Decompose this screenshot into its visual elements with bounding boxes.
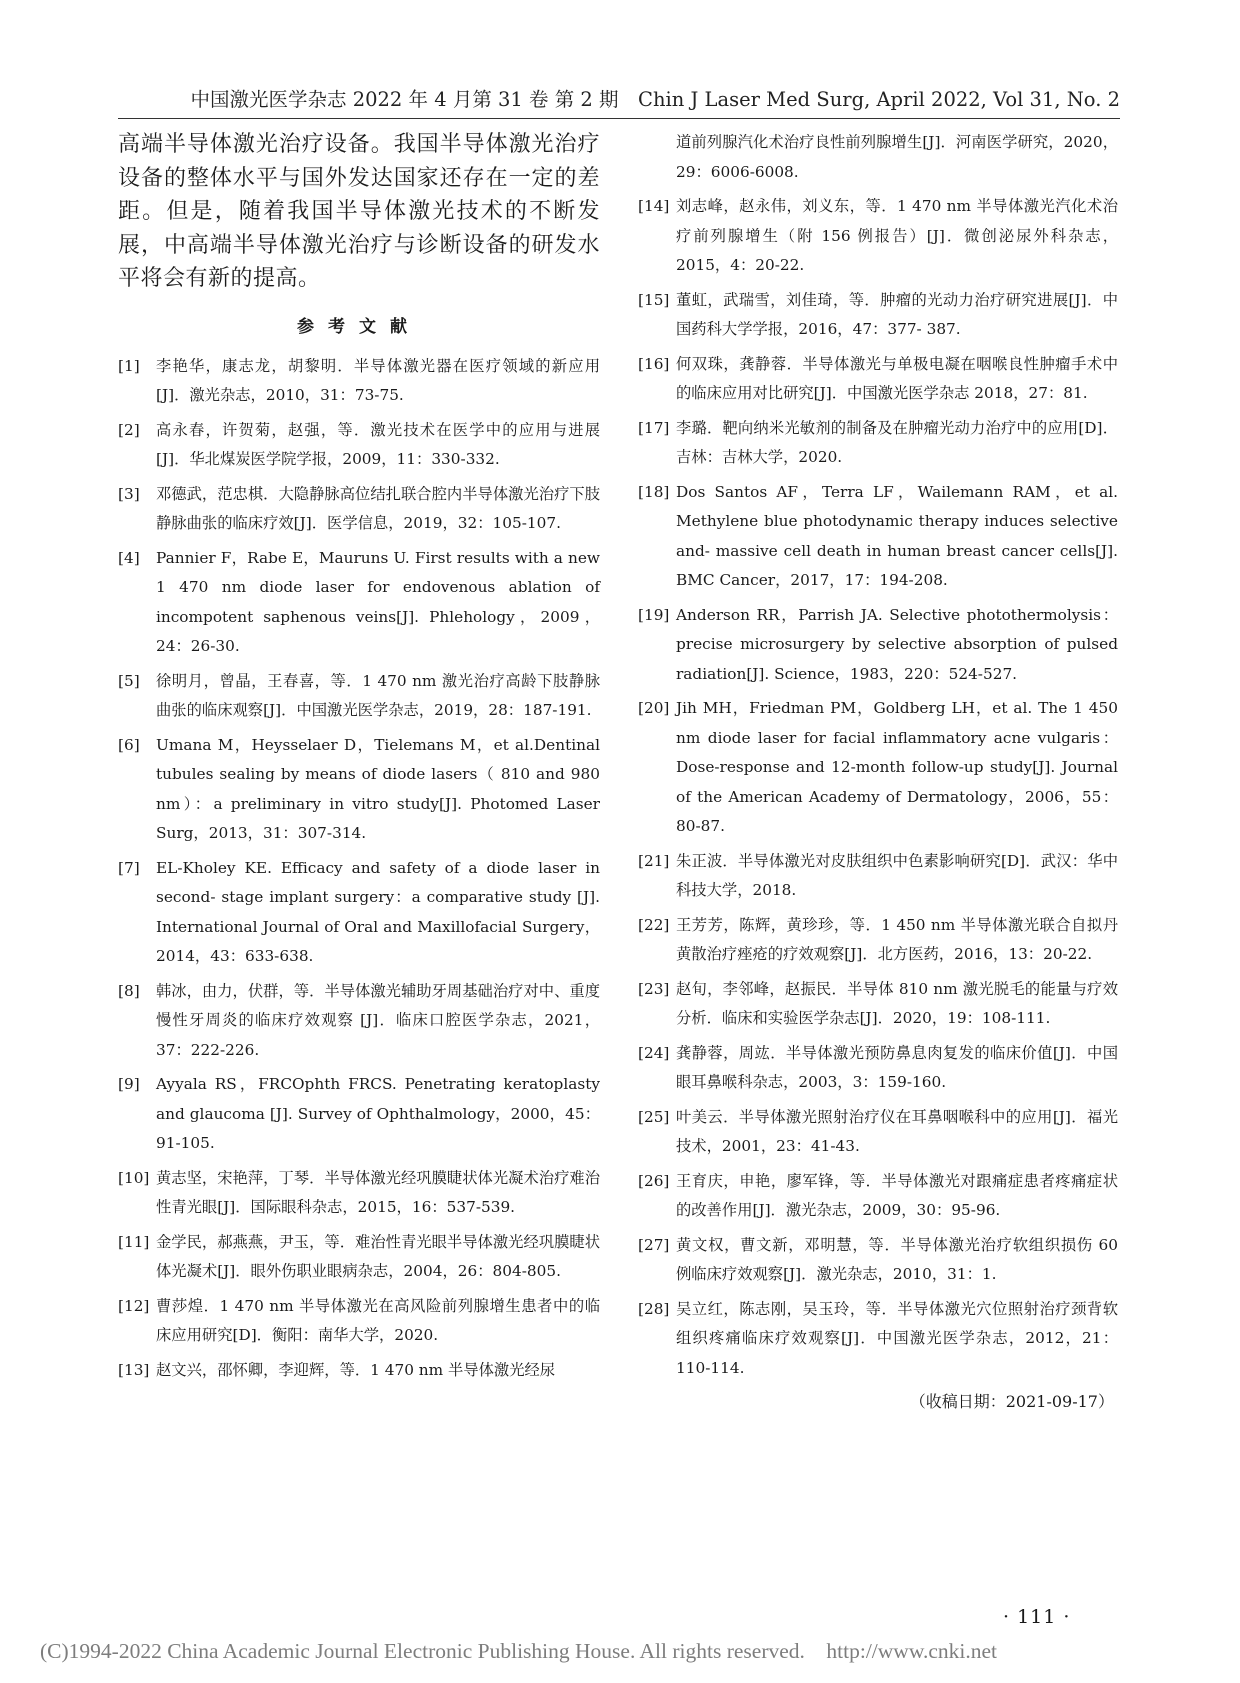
reference-item [638,1295,1118,1384]
reference-number: [17] [638,418,670,437]
reference-item [638,911,1118,970]
reference-item [638,350,1118,409]
reference-number: [23] [638,979,670,998]
reference-number: [27] [638,1235,670,1254]
reference-text: 王育庆，申艳，廖军锋，等．半导体激光对跟痛症患者疼痛症状的改善作用[J]．激光杂志，2009，30：95-96. [676,1171,1118,1219]
reference-text: 徐明月，曾晶，王春喜，等．1 470 nm 激光治疗高龄下肢静脉曲张的临床观察[J]．中国激光医学杂志，2019，28：187-191. [156,671,600,719]
reference-number: [5] [118,671,140,690]
reference-item [118,416,600,475]
reference-number: [10] [118,1168,150,1187]
reference-item [118,667,600,726]
reference-text: 刘志峰，赵永伟，刘义东，等．1 470 nm 半导体激光汽化术治疗前列腺增生（附 156 例报告）[J]．微创泌尿外科杂志，2015，4：20-22. [676,197,1118,274]
reference-item [638,847,1118,906]
reference-item [118,1164,600,1223]
reference-text: 黄志坚，宋艳萍，丁琴．半导体激光经巩膜睫状体光凝术治疗难治性青光眼[J]．国际眼科杂志，2015，16：537-539. [156,1168,600,1216]
reference-text: 曹莎煌．1 470 nm 半导体激光在高风险前列腺增生患者中的临床应用研究[D]．衡阳：南华大学，2020. [156,1296,600,1344]
reference-number: [26] [638,1171,670,1190]
reference-text: 朱正波．半导体激光对皮肤组织中色素影响研究[D]．武汉：华中科技大学，2018. [676,851,1118,899]
reference-text: 何双珠，龚静蓉．半导体激光与单极电凝在咽喉良性肿瘤手术中的临床应用对比研究[J]．中国激光医学杂志 2018，27：81. [676,354,1118,402]
reference-item [638,694,1118,842]
reference-number: [28] [638,1299,670,1318]
reference-item [118,854,600,972]
reference-text: Umana M，Heysselaer D，Tielemans M，et al.Dentinal tubules sealing by means of diode lasers（ 810 and 980 nm）：a preliminary in vitro study[J]. Photomed Laser Surg，2013，31：307-314. [156,735,600,842]
reference-number: [22] [638,915,670,934]
reference-number: [3] [118,484,140,503]
received-date: （收稿日期：2021-09-17） [909,1392,1114,1411]
reference-item [118,1070,600,1159]
reference-text: 董虹，武瑞雪，刘佳琦，等．肿瘤的光动力治疗研究进展[J]．中国药科大学学报，2016，47：377- 387. [676,290,1118,338]
reference-number: [7] [118,858,140,877]
reference-number: [24] [638,1043,670,1062]
reference-text: Dos Santos AF，Terra LF，Wailemann RAM，et al. Methylene blue photodynamic therapy induces selective and- massive cell death in human breast cancer cells[J]. BMC Cancer，2017，17：194-208. [676,482,1118,589]
reference-item [638,1103,1118,1162]
reference-item [118,977,600,1066]
reference-text: EL-Kholey KE. Efficacy and safety of a diode laser in second- stage implant surgery：a comparative study [J]. International Journal of Oral and Maxillofacial Surgery，2014，43：633-638. [156,858,600,965]
reference-number: [9] [118,1075,140,1093]
reference-13-continuation: 道前列腺汽化术治疗良性前列腺增生[J]．河南医学研究，2020，29：6006-6008. [676,133,1118,181]
reference-item [638,601,1118,690]
reference-text: 吴立红，陈志刚，吴玉玲，等．半导体激光穴位照射治疗颈背软组织疼痛临床疗效观察[J]．中国激光医学杂志，2012，21：110-114. [676,1299,1118,1377]
reference-number: [12] [118,1296,150,1315]
reference-text: 赵文兴，邵怀卿，李迎辉，等．1 470 nm 半导体激光经尿 [156,1360,556,1379]
reference-number: [8] [118,981,140,1000]
reference-text: 赵旬，李邻峰，赵振民．半导体 810 nm 激光脱毛的能量与疗效分析．临床和实验医学杂志[J]．2020，19：108-111. [676,979,1118,1027]
reference-item [118,352,600,411]
reference-number: [19] [638,605,670,624]
reference-number: [25] [638,1107,670,1126]
reference-number: [6] [118,735,140,754]
reference-item [638,192,1118,281]
reference-text: Ayyala RS，FRCOphth FRCS. Penetrating keratoplasty and glaucoma [J]. Survey of Ophthalmology，2000，45：91-105. [156,1075,600,1152]
reference-number: [2] [118,420,140,439]
reference-item [638,414,1118,473]
reference-list-left [118,352,600,1386]
reference-text: Pannier F，Rabe E，Mauruns U. First results with a new 1 470 nm diode laser for endovenous ablation of incompotent saphenous veins[J]. Phlehology，2009，24：26-30. [156,548,600,655]
copyright-watermark: (C)1994-2022 China Academic Journal Electronic Publishing House. All rights reserved. http://www.cnki.net [40,1639,997,1663]
reference-number: [11] [118,1232,150,1251]
reference-text: 叶美云．半导体激光照射治疗仪在耳鼻咽喉科中的应用[J]．福光技术，2001，23：41-43. [676,1107,1118,1155]
reference-number: [18] [638,482,670,501]
reference-item [118,480,600,539]
page-number: · 111 · [1003,1606,1071,1628]
reference-item [118,1292,600,1351]
running-header: 中国激光医学杂志 2022 年 4 月第 31 卷 第 2 期 Chin J Laser Med Surg, April 2022, Vol 31, No. 2 [118,84,1120,119]
reference-number: [20] [638,699,670,717]
reference-text: 高永春，许贺菊，赵强，等．激光技术在医学中的应用与进展[J]．华北煤炭医学院学报，2009，11：330-332. [156,420,600,468]
reference-text: 邓德武，范忠棋．大隐静脉高位结扎联合腔内半导体激光治疗下肢静脉曲张的临床疗效[J]．医学信息，2019，32：105-107. [156,484,600,532]
reference-number: [13] [118,1360,150,1379]
reference-item [638,1231,1118,1290]
reference-list-right [638,192,1118,1383]
references-title: 参考文献 [297,316,421,337]
reference-item [118,544,600,662]
reference-item [118,1356,600,1386]
body-paragraph: 高端半导体激光治疗设备。我国半导体激光治疗设备的整体水平与国外发达国家还存在一定的差距。但是，随着我国半导体激光技术的不断发展，中高端半导体激光治疗与诊断设备的研发水平将会有新的提高。 [118,132,600,291]
reference-text: 李艳华，康志龙，胡黎明．半导体激光器在医疗领域的新应用[J]．激光杂志，2010，31：73-75. [156,356,600,404]
reference-text: 王芳芳，陈辉，黄珍珍，等．1 450 nm 半导体激光联合自拟丹黄散治疗痤疮的疗效观察[J]．北方医药，2016，13：20-22. [676,915,1118,963]
reference-text: 韩冰，由力，伏群，等．半导体激光辅助牙周基础治疗对中、重度慢性牙周炎的临床疗效观察 [J]．临床口腔医学杂志，2021，37：222-226. [156,981,600,1059]
reference-number: [1] [118,356,140,375]
reference-number: [14] [638,197,670,215]
reference-text: Anderson RR，Parrish JA. Selective photothermolysis：precise microsurgery by selective absorption of pulsed radiation[J]. Science，1983，220：524-527. [676,605,1118,683]
reference-item [638,975,1118,1034]
reference-text: Jih MH，Friedman PM，Goldberg LH，et al. The 1 450 nm diode laser for facial inflammatory acne vulgaris：Dose-response and 12-month follow-up study[J]. Journal of the American Academy of Dermatology，2006，55：80-87. [676,699,1118,835]
reference-text: 李璐．靶向纳米光敏剂的制备及在肿瘤光动力治疗中的应用[D]．吉林：吉林大学，2020. [676,418,1118,466]
reference-item [638,286,1118,345]
reference-text: 黄文权，曹文新，邓明慧，等．半导体激光治疗软组织损伤 60 例临床疗效观察[J]．激光杂志，2010，31：1. [676,1235,1118,1283]
reference-item [638,478,1118,596]
reference-item [638,1167,1118,1226]
reference-number: [4] [118,548,140,567]
reference-item [118,731,600,849]
reference-number: [21] [638,851,670,870]
reference-text: 金学民，郝燕燕，尹玉，等．难治性青光眼半导体激光经巩膜睫状体光凝术[J]．眼外伤职业眼病杂志，2004，26：804-805. [156,1232,600,1280]
reference-text: 龚静蓉，周竑．半导体激光预防鼻息肉复发的临床价值[J]．中国眼耳鼻喉科杂志，2003，3：159-160. [676,1043,1118,1091]
right-column [638,128,1118,1416]
reference-item [118,1228,600,1287]
reference-item [638,1039,1118,1098]
left-column [118,128,600,1390]
reference-number: [16] [638,354,670,373]
reference-number: [15] [638,290,670,309]
